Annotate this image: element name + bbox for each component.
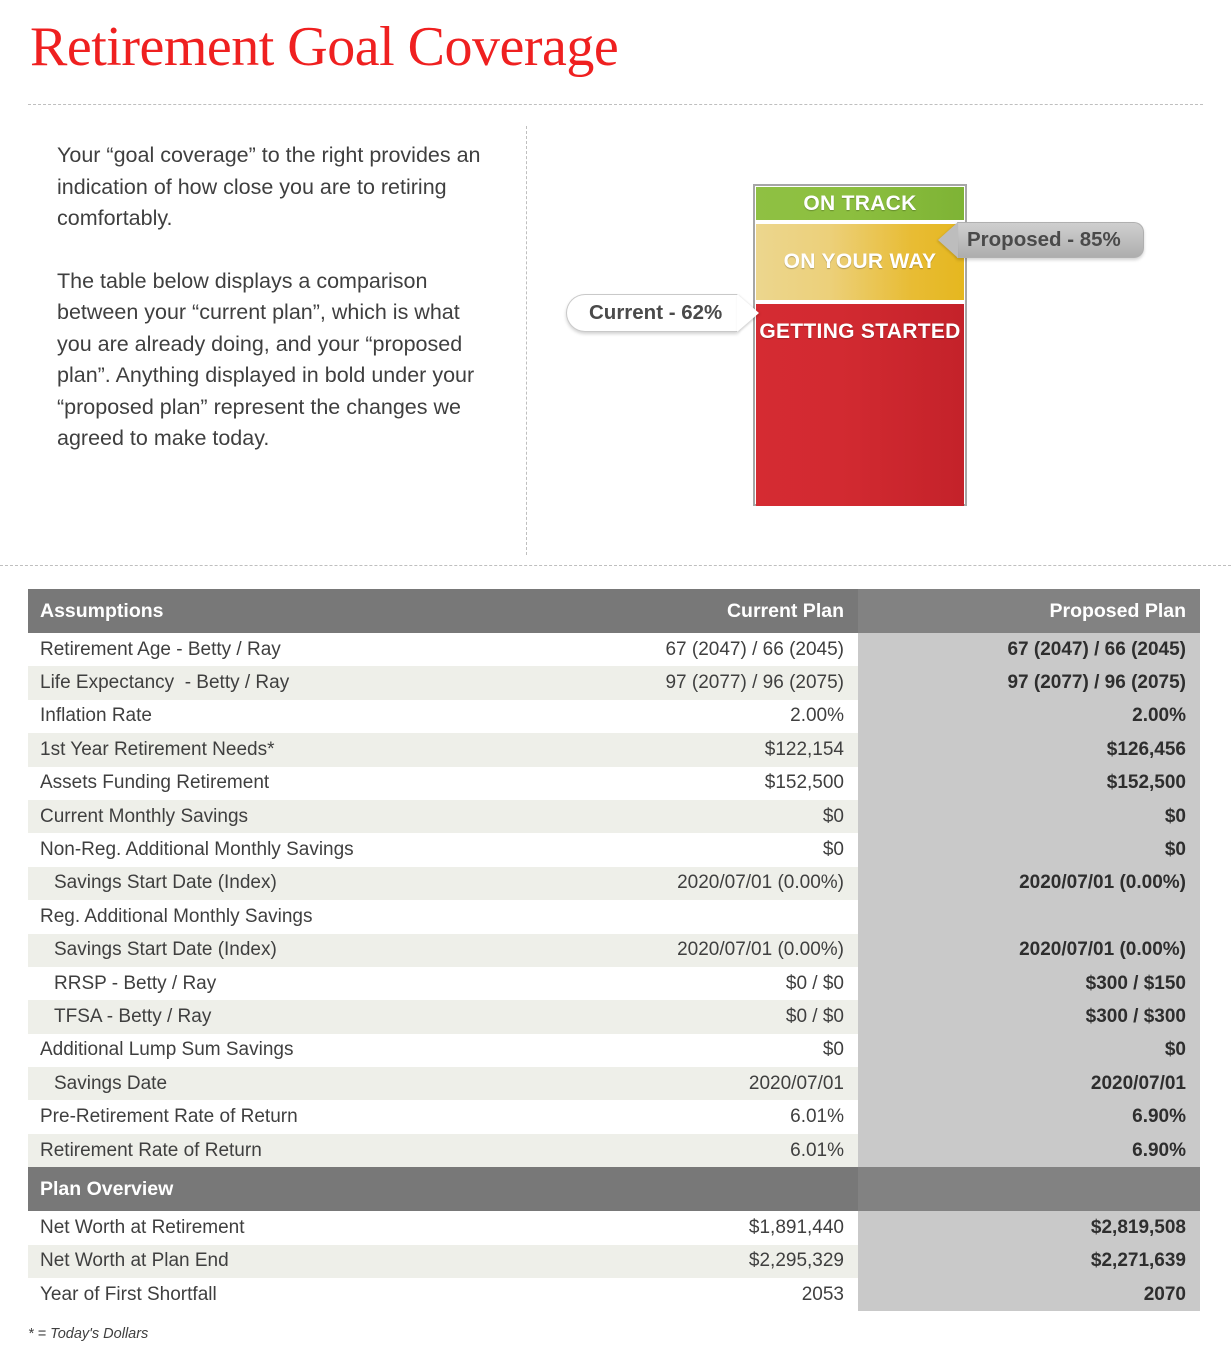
intro-paragraph-1: Your “goal coverage” to the right provides an indication of how close you are to retiring comfortably. [57, 143, 481, 230]
gauge-band-on-your-way: ON YOUR WAY [756, 224, 964, 300]
row-label: Inflation Rate [28, 700, 518, 733]
row-current-value: 67 (2047) / 66 (2045) [518, 633, 858, 666]
row-current-value: $0 / $0 [518, 1000, 858, 1033]
row-label: TFSA - Betty / Ray [28, 1000, 518, 1033]
table-row [28, 767, 1200, 800]
comparison-table [28, 589, 1200, 1311]
page-title: Retirement Goal Coverage [30, 16, 619, 78]
row-current-value: 2020/07/01 [518, 1067, 858, 1100]
row-label: Retirement Age - Betty / Ray [28, 633, 518, 666]
section-header-label: Plan Overview [40, 1177, 174, 1200]
row-label: Additional Lump Sum Savings [28, 1034, 518, 1067]
overview-rows [28, 1211, 1200, 1311]
callout-proposed [938, 222, 1144, 258]
row-label: Non-Reg. Additional Monthly Savings [28, 833, 518, 866]
row-proposed-value: 97 (2077) / 96 (2075) [858, 666, 1200, 699]
row-proposed-value: $126,456 [858, 733, 1200, 766]
row-label: Assets Funding Retirement [28, 767, 518, 800]
row-proposed-value: 2020/07/01 (0.00%) [858, 934, 1200, 967]
row-label: Retirement Rate of Return [28, 1134, 518, 1167]
row-current-value: 2053 [518, 1278, 858, 1311]
row-label: Year of First Shortfall [28, 1278, 518, 1311]
table-row [28, 800, 1200, 833]
table-row [28, 1211, 1200, 1244]
table-row [28, 833, 1200, 866]
row-current-value: 6.01% [518, 1100, 858, 1133]
row-current-value: $0 [518, 800, 858, 833]
table-row [28, 733, 1200, 766]
row-proposed-value: $0 [858, 800, 1200, 833]
table-row [28, 867, 1200, 900]
table-row [28, 967, 1200, 1000]
row-current-value [518, 900, 858, 933]
row-label: Net Worth at Retirement [28, 1211, 518, 1244]
table-row [28, 700, 1200, 733]
row-proposed-value: $0 [858, 833, 1200, 866]
callout-current-arrow-icon [737, 294, 759, 332]
row-current-value: $2,295,329 [518, 1245, 858, 1278]
row-proposed-value: $2,271,639 [858, 1245, 1200, 1278]
section-header-proposed [858, 1167, 1200, 1211]
gauge-band-on-track: ON TRACK [756, 187, 964, 220]
row-current-value: 2020/07/01 (0.00%) [518, 934, 858, 967]
row-label: Current Monthly Savings [28, 800, 518, 833]
row-label: Reg. Additional Monthly Savings [28, 900, 518, 933]
row-current-value: $0 [518, 1034, 858, 1067]
row-proposed-value: 6.90% [858, 1134, 1200, 1167]
row-proposed-value: $2,819,508 [858, 1211, 1200, 1244]
row-proposed-value: 67 (2047) / 66 (2045) [858, 633, 1200, 666]
table-row [28, 900, 1200, 933]
table-section-header-plan-overview [28, 1167, 1200, 1211]
row-label: Life Expectancy - Betty / Ray [28, 666, 518, 699]
table-header-current-plan: Current Plan [726, 599, 844, 622]
row-current-value: 2.00% [518, 700, 858, 733]
assumption-rows [28, 633, 1200, 1167]
table-row [28, 1000, 1200, 1033]
row-label: Pre-Retirement Rate of Return [28, 1100, 518, 1133]
callout-proposed-label: Proposed - 85% [957, 222, 1144, 258]
row-current-value: 6.01% [518, 1134, 858, 1167]
table-row [28, 666, 1200, 699]
row-proposed-value: $300 / $300 [858, 1000, 1200, 1033]
row-proposed-value: $152,500 [858, 767, 1200, 800]
row-proposed-value: 2070 [858, 1278, 1200, 1311]
row-current-value: 97 (2077) / 96 (2075) [518, 666, 858, 699]
goal-coverage-gauge [753, 184, 967, 506]
gauge-band-getting-started: GETTING STARTED [756, 304, 964, 506]
row-proposed-value: 2.00% [858, 700, 1200, 733]
divider-top [28, 104, 1203, 105]
callout-current-label: Current - 62% [566, 294, 738, 332]
table-row [28, 1278, 1200, 1311]
table-row [28, 1134, 1200, 1167]
table-row [28, 1100, 1200, 1133]
row-label: Savings Date [28, 1067, 518, 1100]
row-label: Savings Start Date (Index) [28, 934, 518, 967]
table-row [28, 633, 1200, 666]
divider-middle [0, 565, 1231, 566]
row-proposed-value: $300 / $150 [858, 967, 1200, 1000]
table-row [28, 1067, 1200, 1100]
row-label: RRSP - Betty / Ray [28, 967, 518, 1000]
table-header-row [28, 589, 1200, 633]
row-label: Net Worth at Plan End [28, 1245, 518, 1278]
table-row [28, 1245, 1200, 1278]
row-current-value: $0 [518, 833, 858, 866]
table-footnote: * = Today's Dollars [28, 1326, 149, 1342]
callout-proposed-arrow-icon [938, 222, 958, 258]
row-label: Savings Start Date (Index) [28, 867, 518, 900]
row-current-value: $122,154 [518, 733, 858, 766]
row-current-value: $1,891,440 [518, 1211, 858, 1244]
divider-vertical [526, 126, 527, 555]
row-proposed-value: 2020/07/01 (0.00%) [858, 867, 1200, 900]
callout-current [566, 294, 759, 332]
row-current-value: $0 / $0 [518, 967, 858, 1000]
row-current-value: $152,500 [518, 767, 858, 800]
table-row [28, 934, 1200, 967]
table-header-assumptions: Assumptions [40, 599, 164, 622]
row-current-value: 2020/07/01 (0.00%) [518, 867, 858, 900]
row-proposed-value: 2020/07/01 [858, 1067, 1200, 1100]
row-proposed-value [858, 900, 1200, 933]
table-row [28, 1034, 1200, 1067]
intro-text [57, 140, 487, 455]
row-proposed-value: 6.90% [858, 1100, 1200, 1133]
intro-paragraph-2: The table below displays a comparison between your “current plan”, which is what you are already doing, and your “proposed plan”. Anything displayed in bold under your “proposed plan” represent the changes we agreed to make today. [57, 268, 475, 450]
row-label: 1st Year Retirement Needs* [28, 733, 518, 766]
row-proposed-value: $0 [858, 1034, 1200, 1067]
table-header-proposed-plan: Proposed Plan [858, 589, 1200, 633]
